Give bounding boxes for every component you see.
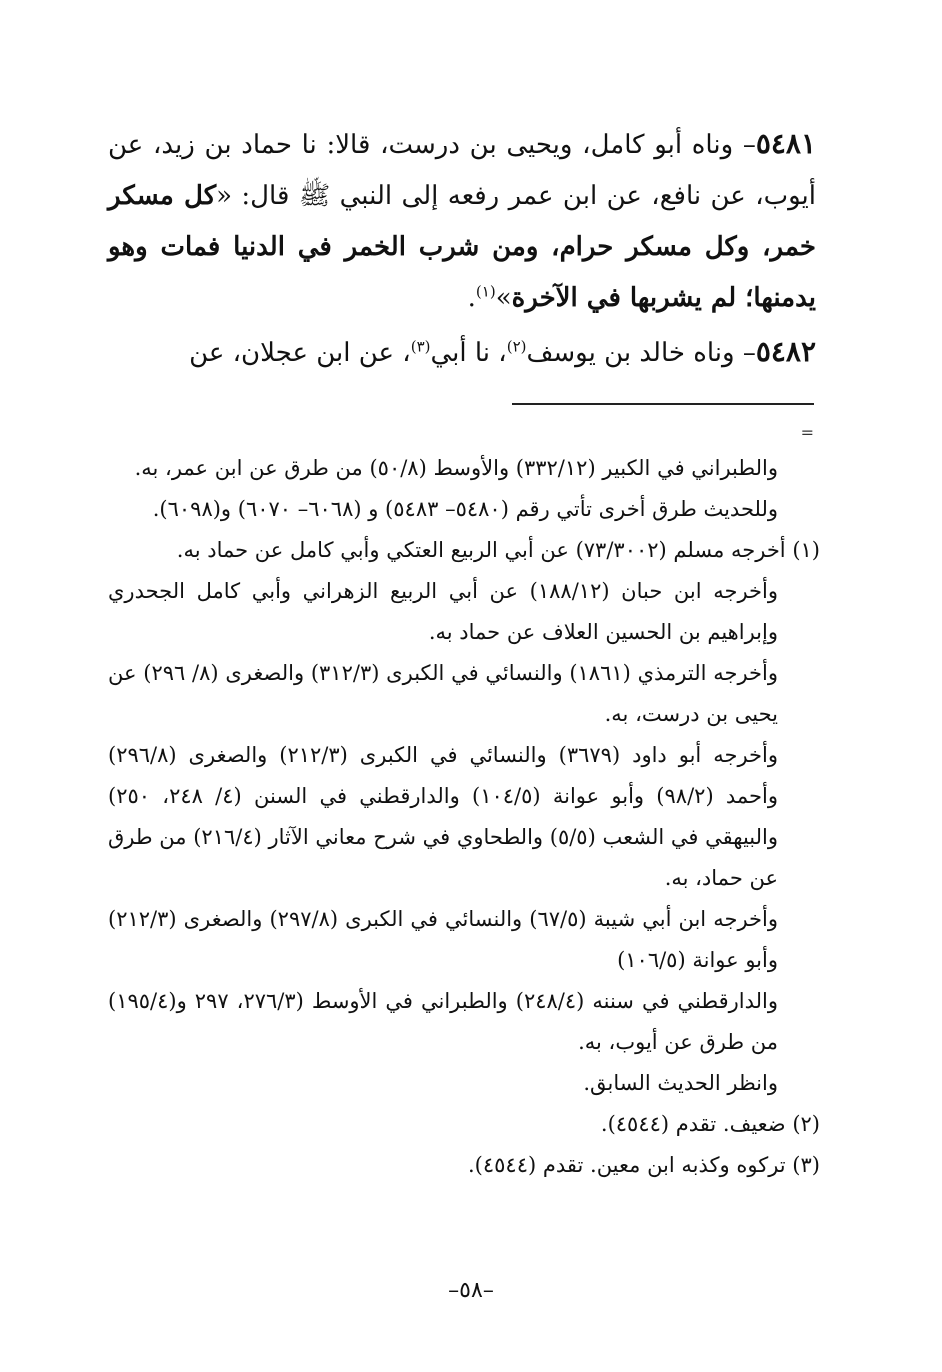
footnote-3: (٣) تركوه وكذبه ابن معين. تقدم (٤٥٤٤). [467,1153,820,1177]
continuation-mark: = [800,423,814,442]
footnote-1-line: وأخرجه أبو داود (٣٦٧٩) والنسائي في الكبرى (٢١٢/٣) والصغرى (٢٩٦/٨) وأحمد (٩٨/٢) وأبو عوانة (١٠٤/٥) والدارقطني في السنن (٤/ ٢٤٨، ٢٥٠) والبيهقي في الشعب (٥/٥) والطحاوي في شرح معاني الآثار (٢١٦/٤) من طرق عن حماد، به. [108,743,778,890]
hadith-text: ، عن ابن عجلان، عن [189,338,411,368]
hadith-5481 [108,118,816,324]
hadith-matn: كل مسكر خمر، وكل مسكر حرام، ومن شرب الخمر في الدنيا فمات وهو يدمنها؛ لم يشربها في الآخرة [108,181,816,313]
hadith-text: – وناه خالد بن يوسف [526,338,756,368]
footnote-ref[interactable]: (٣) [410,337,431,356]
footnote-separator [512,403,814,442]
footnote-ref[interactable]: (١) [475,282,496,301]
hadith-text: – وناه أبو كامل، ويحيى بن درست، قالا: نا حماد بن زيد، عن أيوب، عن نافع، عن ابن عمر رفعه إلى النبي ﷺ قال: « [108,130,816,211]
footnote-1-line: وأخرجه ابن أبي شيبة (٦٧/٥) والنسائي في الكبرى (٢٩٧/٨) والصغرى (٢١٢/٣) وأبو عوانة (١٠٦/٥) [108,907,778,972]
separator-line [512,403,814,405]
footnote-1: (١) أخرجه مسلم (٧٣/٣٠٠٢) عن أبي الربيع العتكي وأبي كامل عن حماد به. [176,538,820,562]
footnote-continuation: وللحديث طرق أخرى تأتي رقم (٥٤٨٠– ٥٤٨٣) و (٦٠٦٨– ٦٠٧٠) و(٦٠٩٨). [152,497,778,521]
footnote-1-line: وأخرجه ابن حبان (١٨٨/١٢) عن أبي الربيع الزهراني وأبي كامل الجحدري وإبراهيم بن الحسين العلاف عن حماد به. [108,579,778,644]
hadith-5482 [108,326,816,379]
footnotes [108,448,820,1186]
footnote-1-line: والدارقطني في سننه (٢٤٨/٤) والطبراني في الأوسط (٢٧٦/٣، ٢٩٧ و(١٩٥/٤) من طرق عن أيوب، به. [108,989,778,1054]
hadith-text-close: » [495,283,512,313]
footnote-2: (٢) ضعيف. تقدم (٤٥٤٤). [600,1112,820,1136]
hadith-number: ٥٤٨١ [755,127,816,160]
footnote-1-line: وانظر الحديث السابق. [583,1071,778,1095]
footnote-continuation: والطبراني في الكبير (٣٣٢/١٢) والأوسط (٥٠/٨) من طرق عن ابن عمر، به. [134,456,778,480]
footnote-1-line: وأخرجه الترمذي (١٨٦١) والنسائي في الكبرى (٣١٢/٣) والصغرى (٨/ ٢٩٦) عن يحيى بن درست، به. [108,661,778,726]
hadith-text: ، نا أبي [430,338,507,368]
page-number: –٥٨– [448,1278,494,1303]
hadith-number: ٥٤٨٢ [755,335,816,368]
footnote-ref[interactable]: (٢) [506,337,527,356]
hadith-end: . [467,283,476,313]
main-text [108,118,816,379]
